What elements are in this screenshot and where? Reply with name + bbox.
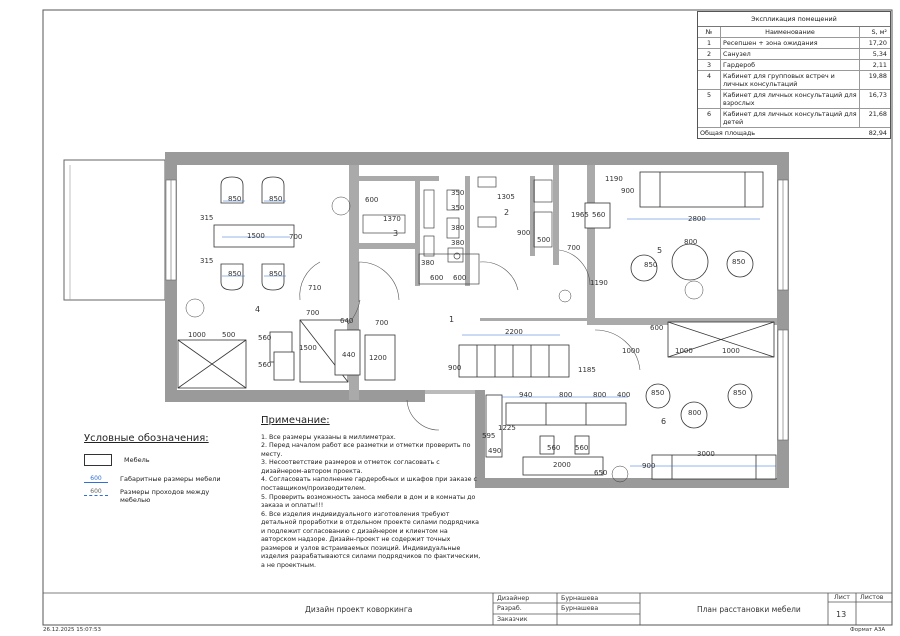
note-item: 5. Проверить возможность заноса мебели в дом и в комнаты до заказа и оплаты!!! xyxy=(261,493,476,510)
legend-overall: Габаритные размеры мебели xyxy=(120,475,221,483)
note-item: 3. Несоответствие размеров и отметок согласовать с дизайнером-автором проекта. xyxy=(261,459,440,475)
explication-row: 5 Кабинет для личных консультаций для взрослых 16,73 xyxy=(698,90,890,109)
dim-label: 800 xyxy=(593,391,607,399)
lists-label: Листов xyxy=(860,594,884,601)
explication-row: 4 Кабинет для групповых встреч и личных консультаций 19,88 xyxy=(698,71,890,90)
room-number-4: 4 xyxy=(255,305,261,314)
dim-label: 1200 xyxy=(369,354,387,362)
dim-label: 595 xyxy=(482,432,496,440)
note-item: 2. Перед началом работ все разметки и отметки проверить по месту. xyxy=(261,442,471,458)
dim-label: 380 xyxy=(421,259,435,267)
dim-label: 2200 xyxy=(505,328,523,336)
dim-label: 700 xyxy=(289,233,303,241)
explication-title: Экспликация помещений xyxy=(698,12,890,27)
list-label: Лист xyxy=(834,594,850,601)
legend-furniture: Мебель xyxy=(124,456,150,464)
dim-label: 800 xyxy=(684,238,698,246)
dim-label: 1000 xyxy=(188,331,206,339)
designer-name: Бурнашева xyxy=(561,595,599,602)
dim-label: 560 xyxy=(258,361,272,369)
room-number-1: 1 xyxy=(449,315,455,324)
dim-label: 700 xyxy=(306,309,320,317)
dim-label: 1370 xyxy=(383,215,401,223)
dim-label: 1305 xyxy=(497,193,515,201)
dim-label: 560 xyxy=(547,444,561,452)
note-item: 1. Все размеры указаны в миллиметрах. xyxy=(261,433,396,441)
dim-label: 3000 xyxy=(697,450,715,458)
dim-label: 800 xyxy=(688,409,702,417)
dim-label: 600 xyxy=(650,324,664,332)
explication-row: 6 Кабинет для личных консультаций для детей 21,68 xyxy=(698,109,890,128)
dim-label: 1500 xyxy=(247,232,265,240)
dim-label: 900 xyxy=(517,229,531,237)
note-item: 4. Согласовать наполнение гардеробных и шкафов при заказе с поставщиком/производителем. xyxy=(261,476,477,492)
role-developer: Разраб. xyxy=(497,605,522,612)
dim-label: 490 xyxy=(488,447,502,455)
dim-label: 700 xyxy=(567,244,581,252)
dim-label: 850 xyxy=(732,258,746,266)
dim-label: 1190 xyxy=(590,279,608,287)
dim-label: 850 xyxy=(228,270,242,278)
explication-row: 2 Санузел 5,34 xyxy=(698,49,890,60)
dim-label: 1965 xyxy=(571,211,589,219)
dim-label: 1185 xyxy=(578,366,596,374)
timestamp: 26.12.2025 15:07:53 xyxy=(43,627,101,633)
project-title: Дизайн проект коворкинга xyxy=(305,605,413,614)
dim-label: 650 xyxy=(594,469,608,477)
dim-label: 640 xyxy=(340,317,354,325)
dim-label: 850 xyxy=(733,389,747,397)
dim-label: 600 xyxy=(453,274,467,282)
dim-label: 1500 xyxy=(299,344,317,352)
dim-label: 400 xyxy=(617,391,631,399)
explication-total: Общая площадь 82,94 xyxy=(700,129,887,137)
dim-label: 600 xyxy=(430,274,444,282)
dim-label: 850 xyxy=(228,195,242,203)
legend-title: Условные обозначения: xyxy=(84,433,209,444)
dim-label: 350 xyxy=(451,189,465,197)
dim-label: 1000 xyxy=(622,347,640,355)
dim-label: 380 xyxy=(451,239,465,247)
explication-row: 1 Ресепшен + зона ожидания 17,20 xyxy=(698,38,890,49)
dim-label: 800 xyxy=(559,391,573,399)
dim-label: 850 xyxy=(651,389,665,397)
developer-name: Бурнашева xyxy=(561,605,599,612)
dim-label: 560 xyxy=(592,211,606,219)
dim-label: 850 xyxy=(269,195,283,203)
dim-label: 500 xyxy=(537,236,551,244)
overall-dim-swatch: 600 xyxy=(84,475,108,483)
dim-label: 900 xyxy=(448,364,462,372)
role-designer: Дизайнер xyxy=(497,595,530,602)
dim-label: 900 xyxy=(642,462,656,470)
room-number-3: 3 xyxy=(393,229,399,238)
room-number-6: 6 xyxy=(661,417,667,426)
dim-label: 940 xyxy=(519,391,533,399)
dim-label: 560 xyxy=(575,444,589,452)
dim-label: 850 xyxy=(644,261,658,269)
dim-label: 900 xyxy=(621,187,635,195)
room-number-2: 2 xyxy=(504,208,510,217)
dim-label: 560 xyxy=(258,334,272,342)
explication-header: № Наименование S, м² xyxy=(698,27,890,38)
dim-label: 700 xyxy=(375,319,389,327)
dim-label: 380 xyxy=(451,224,465,232)
dim-label: 350 xyxy=(451,204,465,212)
explication-row: 3 Гардероб 2,11 xyxy=(698,60,890,71)
note-item: 6. Все изделия индивидуального изготовления требуют детальной проработки в отдельном проекте силами подрядчика и подлежит согласованию с дизайнером и клиентом на авторском надзоре. Дизайн-проект не содержит точных размеров и узлов встраиваемых позиций. Индивидуальные изделия разрабатываются силами подрядчиков по фактическим, а не проектным. xyxy=(261,510,481,570)
dim-label: 710 xyxy=(308,284,322,292)
dim-label: 2000 xyxy=(553,461,571,469)
dim-label: 1000 xyxy=(722,347,740,355)
notes-title: Примечание: xyxy=(261,415,330,426)
sheet-title: План расстановки мебели xyxy=(697,605,801,614)
dim-label: 850 xyxy=(269,270,283,278)
dim-label: 2800 xyxy=(688,215,706,223)
list-number: 13 xyxy=(836,610,847,619)
dim-label: 315 xyxy=(200,214,214,222)
dim-label: 315 xyxy=(200,257,214,265)
dim-label: 600 xyxy=(365,196,379,204)
dim-label: 1225 xyxy=(498,424,516,432)
passage-dim-swatch: 600 xyxy=(84,488,108,496)
dim-label: 1190 xyxy=(605,175,623,183)
role-customer: Заказчик xyxy=(497,616,528,623)
dim-label: 440 xyxy=(342,351,356,359)
format-label: Формат А3А xyxy=(850,627,886,633)
dim-label: 500 xyxy=(222,331,236,339)
dim-label: 1000 xyxy=(675,347,693,355)
room-number-5: 5 xyxy=(657,246,663,255)
legend-passages: Размеры проходов между мебелью xyxy=(120,488,210,504)
